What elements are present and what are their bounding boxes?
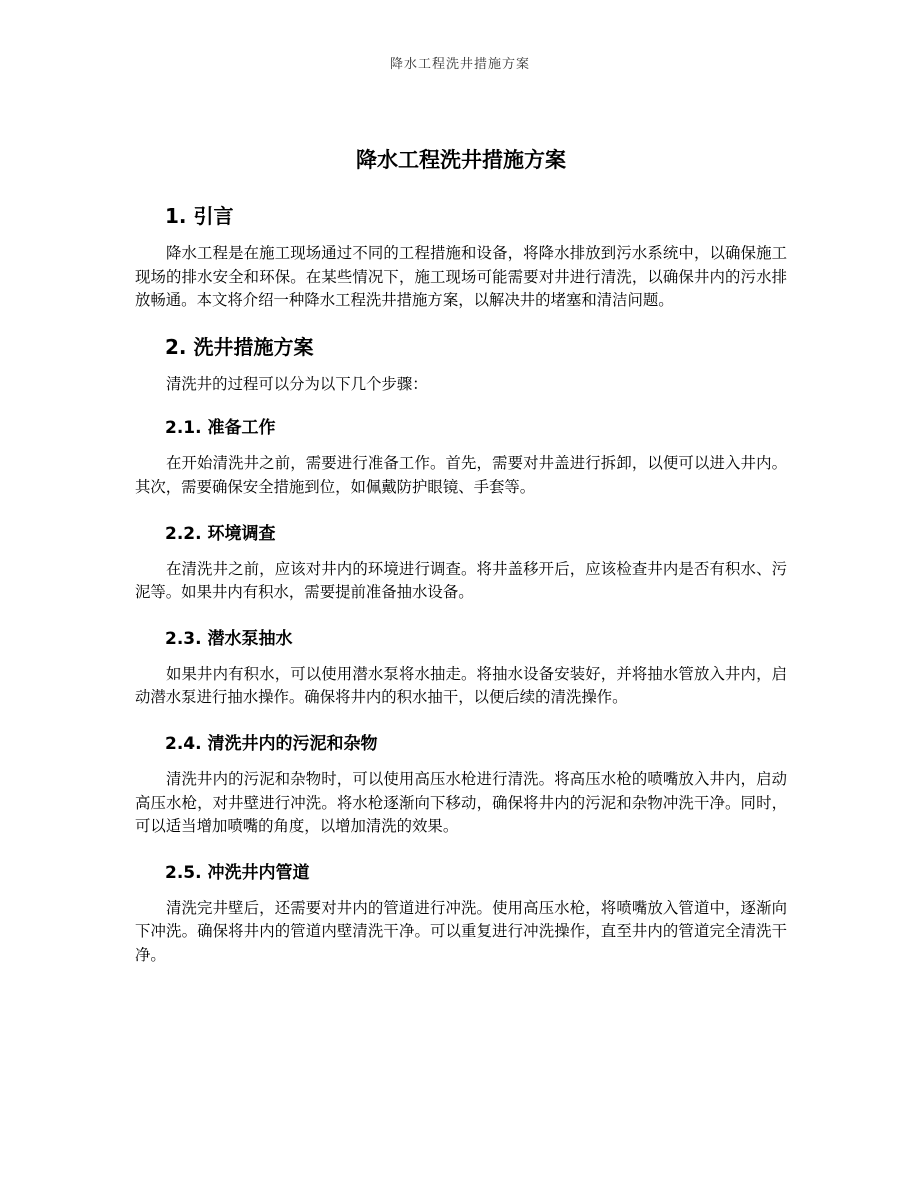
running-header: 降水工程洗井措施方案 xyxy=(389,57,530,72)
section-heading-measures: 2. 洗井措施方案 xyxy=(165,334,314,359)
preparation-paragraph: 在开始清洗井之前，需要进行准备工作。首先，需要对井盖进行拆卸，以便可以进入井内。其次，需要确保安全措施到位，如佩戴防护眼镜、手套等。 xyxy=(135,454,787,496)
environment-survey-paragraph: 在清洗井之前，应该对井内的环境进行调查。将井盖移开后，应该检查井内是否有积水、污泥等。如果井内有积水，需要提前准备抽水设备。 xyxy=(135,559,787,602)
introduction-paragraph: 降水工程是在施工现场通过不同的工程措施和设备，将降水排放到污水系统中，以确保施工现场的排水安全和环保。在某些情况下，施工现场可能需要对井进行清洗，以确保井内的污水排放畅通。本文将介绍一种降水工程洗井措施方案，以解决井的堵塞和清洁问题。 xyxy=(135,244,787,310)
measures-intro-paragraph: 清洗井的过程可以分为以下几个步骤： xyxy=(166,374,428,393)
section-heading-introduction: 1. 引言 xyxy=(165,204,234,228)
subsection-heading-sludge-cleaning: 2.4. 清洗井内的污泥和杂物 xyxy=(165,733,378,754)
pipe-flushing-paragraph: 清洗完井壁后，还需要对井内的管道进行冲洗。使用高压水枪，将喷嘴放入管道中，逐渐向下冲洗。确保将井内的管道内壁清洗干净。可以重复进行冲洗操作，直至井内的管道完全清洗干净。 xyxy=(135,898,787,964)
subsection-heading-preparation: 2.1. 准备工作 xyxy=(165,418,276,439)
submersible-pump-paragraph: 如果井内有积水，可以使用潜水泵将水抽走。将抽水设备安装好，并将抽水管放入井内，启动潜水泵进行抽水操作。确保将井内的积水抽干，以便后续的清洗操作。 xyxy=(135,664,787,707)
document-body xyxy=(135,140,787,984)
subsection-heading-submersible-pump: 2.3. 潜水泵抽水 xyxy=(165,628,293,649)
subsection-heading-environment-survey: 2.2. 环境调查 xyxy=(165,523,276,544)
sludge-cleaning-paragraph: 清洗井内的污泥和杂物时，可以使用高压水枪进行清洗。将高压水枪的喷嘴放入井内，启动高压水枪，对井壁进行冲洗。将水枪逐渐向下移动，确保将井内的污泥和杂物冲洗干净。同时，可以适当增加喷嘴的角度，以增加清洗的效果。 xyxy=(135,769,787,836)
subsection-heading-pipe-flushing: 2.5. 冲洗井内管道 xyxy=(165,862,310,883)
document-title: 降水工程洗井措施方案 xyxy=(356,148,566,172)
